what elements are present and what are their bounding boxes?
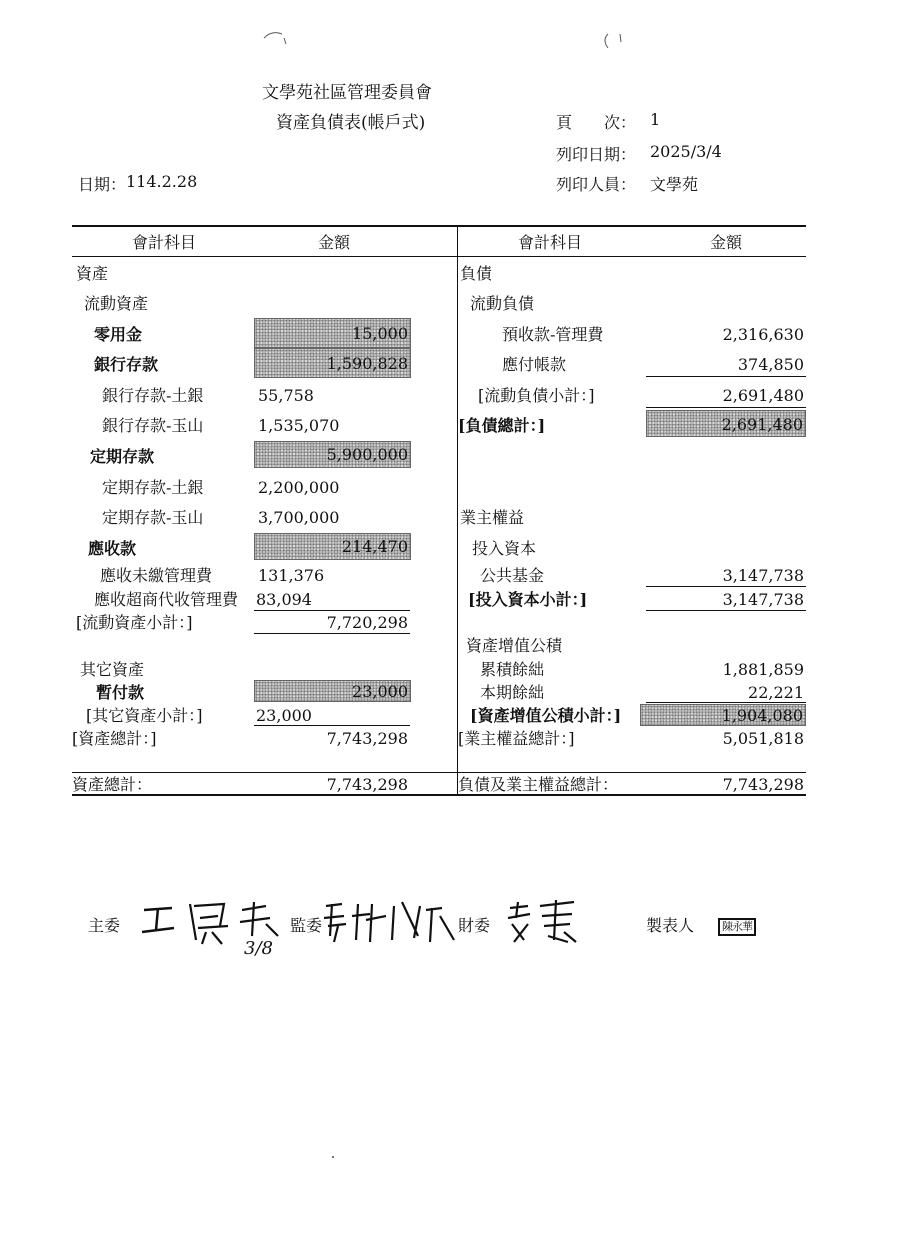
org-name: 文學苑社區管理委員會 xyxy=(262,83,432,103)
col-header-left-account: 會計科目 xyxy=(132,233,197,252)
accum-surplus-amount: 1,881,859 xyxy=(722,660,804,679)
report-title: 資產負債表(帳戶式) xyxy=(276,113,426,133)
page-label: 頁 次： xyxy=(556,113,637,132)
recv-store-label: 應收超商代收管理費 xyxy=(94,590,239,609)
recv-store-underline xyxy=(254,610,410,611)
time-land-amount: 2,200,000 xyxy=(258,478,340,497)
public-fund-underline xyxy=(646,586,806,587)
period-surplus-amount: 22,221 xyxy=(748,683,804,702)
current-assets-subtotal-amount: 7,720,298 xyxy=(326,613,408,632)
current-liabilities-subtotal-amount: 2,691,480 xyxy=(722,386,804,405)
prepaid-label: 暫付款 xyxy=(96,683,145,702)
equity-total-amount: 5,051,818 xyxy=(722,729,804,748)
supervisor-signature xyxy=(322,896,462,948)
liabilities-total-label: [負債總計：] xyxy=(458,416,546,435)
print-date-label: 列印日期： xyxy=(556,145,637,164)
capital-subtotal-amount: 3,147,738 xyxy=(722,590,804,609)
period-surplus-underline xyxy=(646,702,806,703)
col-header-left-amount: 金額 xyxy=(318,233,351,252)
time-deposit-label: 定期存款 xyxy=(90,447,155,466)
recv-unpaid-label: 應收未繳管理費 xyxy=(100,566,213,585)
public-fund-amount: 3,147,738 xyxy=(722,566,804,585)
current-liabilities-subtotal-rule xyxy=(646,407,806,408)
current-assets-heading: 流動資產 xyxy=(84,294,149,313)
other-assets-subtotal-label: [其它資產小計：] xyxy=(86,706,203,725)
time-yushan-label: 定期存款-玉山 xyxy=(102,508,204,527)
recv-store-amount: 83,094 xyxy=(256,590,312,609)
liabilities-total-amount: 2,691,480 xyxy=(646,410,806,437)
column-divider xyxy=(457,226,458,794)
surplus-heading: 資產增值公積 xyxy=(466,636,563,655)
petty-cash-amount: 15,000 xyxy=(254,318,411,348)
printer-label: 列印人員： xyxy=(556,175,637,194)
print-date-value: 2025/3/4 xyxy=(650,142,722,161)
scan-mark xyxy=(600,30,630,52)
current-liabilities-subtotal-label: [流動負債小計：] xyxy=(478,386,595,405)
current-liabilities-heading: 流動負債 xyxy=(470,294,535,313)
advance-fee-label: 預收款-管理費 xyxy=(502,325,604,344)
payable-underline xyxy=(646,376,806,377)
bank-deposit-label: 銀行存款 xyxy=(94,355,159,374)
col-header-right-account: 會計科目 xyxy=(518,233,583,252)
table-top-rule xyxy=(72,225,806,227)
chair-date: 3/8 xyxy=(244,938,273,959)
prepaid-amount: 23,000 xyxy=(254,680,411,702)
bank-yushan-label: 銀行存款-玉山 xyxy=(102,416,204,435)
table-header-rule xyxy=(72,256,806,257)
other-assets-subtotal-amount: 23,000 xyxy=(256,706,312,725)
grand-assets-total-amount: 7,743,298 xyxy=(326,775,408,794)
scan-speck xyxy=(332,1156,334,1158)
receivable-label: 應收款 xyxy=(88,539,137,558)
time-deposit-amount: 5,900,000 xyxy=(254,441,411,468)
date-value: 114.2.28 xyxy=(126,172,198,191)
capital-subtotal-rule xyxy=(646,610,806,611)
petty-cash-label: 零用金 xyxy=(94,325,143,344)
preparer-label: 製表人 xyxy=(646,916,695,935)
assets-heading: 資產 xyxy=(76,264,109,283)
equity-heading: 業主權益 xyxy=(460,508,525,527)
time-yushan-amount: 3,700,000 xyxy=(258,508,340,527)
equity-total-label: [業主權益總計：] xyxy=(458,729,575,748)
bank-land-label: 銀行存款-土銀 xyxy=(102,386,204,405)
scan-mark xyxy=(262,28,292,48)
assets-total-label: [資產總計：] xyxy=(72,729,157,748)
grand-liab-equity-amount: 7,743,298 xyxy=(722,775,804,794)
capital-heading: 投入資本 xyxy=(472,539,537,558)
grand-assets-total-label: 資產總計： xyxy=(72,775,153,794)
surplus-subtotal-amount: 1,904,080 xyxy=(640,704,806,726)
printer-value: 文學苑 xyxy=(650,175,699,194)
receivable-amount: 214,470 xyxy=(254,533,411,560)
grand-liab-equity-label: 負債及業主權益總計： xyxy=(458,775,619,794)
date-label: 日期： xyxy=(78,175,127,194)
treasurer-signature xyxy=(504,896,584,948)
current-assets-subtotal-rule xyxy=(254,633,410,634)
page-value: 1 xyxy=(650,110,661,129)
payable-label: 應付帳款 xyxy=(502,355,567,374)
public-fund-label: 公共基金 xyxy=(480,566,545,585)
bank-land-amount: 55,758 xyxy=(258,386,314,405)
advance-fee-amount: 2,316,630 xyxy=(722,325,804,344)
grand-total-bottom-rule xyxy=(72,794,806,796)
accum-surplus-label: 累積餘絀 xyxy=(480,660,545,679)
payable-amount: 374,850 xyxy=(737,355,804,374)
liabilities-heading: 負債 xyxy=(460,264,493,283)
col-header-right-amount: 金額 xyxy=(710,233,743,252)
surplus-subtotal-label: [資產增值公積小計：] xyxy=(470,706,622,725)
supervisor-label: 監委 xyxy=(290,916,323,935)
current-assets-subtotal-label: [流動資產小計：] xyxy=(76,613,193,632)
period-surplus-label: 本期餘絀 xyxy=(480,683,545,702)
treasurer-label: 財委 xyxy=(458,916,491,935)
assets-total-amount: 7,743,298 xyxy=(326,729,408,748)
bank-deposit-amount: 1,590,828 xyxy=(254,348,411,378)
other-assets-heading: 其它資產 xyxy=(80,660,145,679)
capital-subtotal-label: [投入資本小計：] xyxy=(468,590,588,609)
grand-total-top-rule xyxy=(72,772,806,773)
time-land-label: 定期存款-土銀 xyxy=(102,478,204,497)
chair-label: 主委 xyxy=(88,916,121,935)
recv-unpaid-amount: 131,376 xyxy=(258,566,325,585)
other-assets-subtotal-rule xyxy=(254,725,410,726)
preparer-seal: 陳永華 xyxy=(718,918,756,936)
bank-yushan-amount: 1,535,070 xyxy=(258,416,340,435)
